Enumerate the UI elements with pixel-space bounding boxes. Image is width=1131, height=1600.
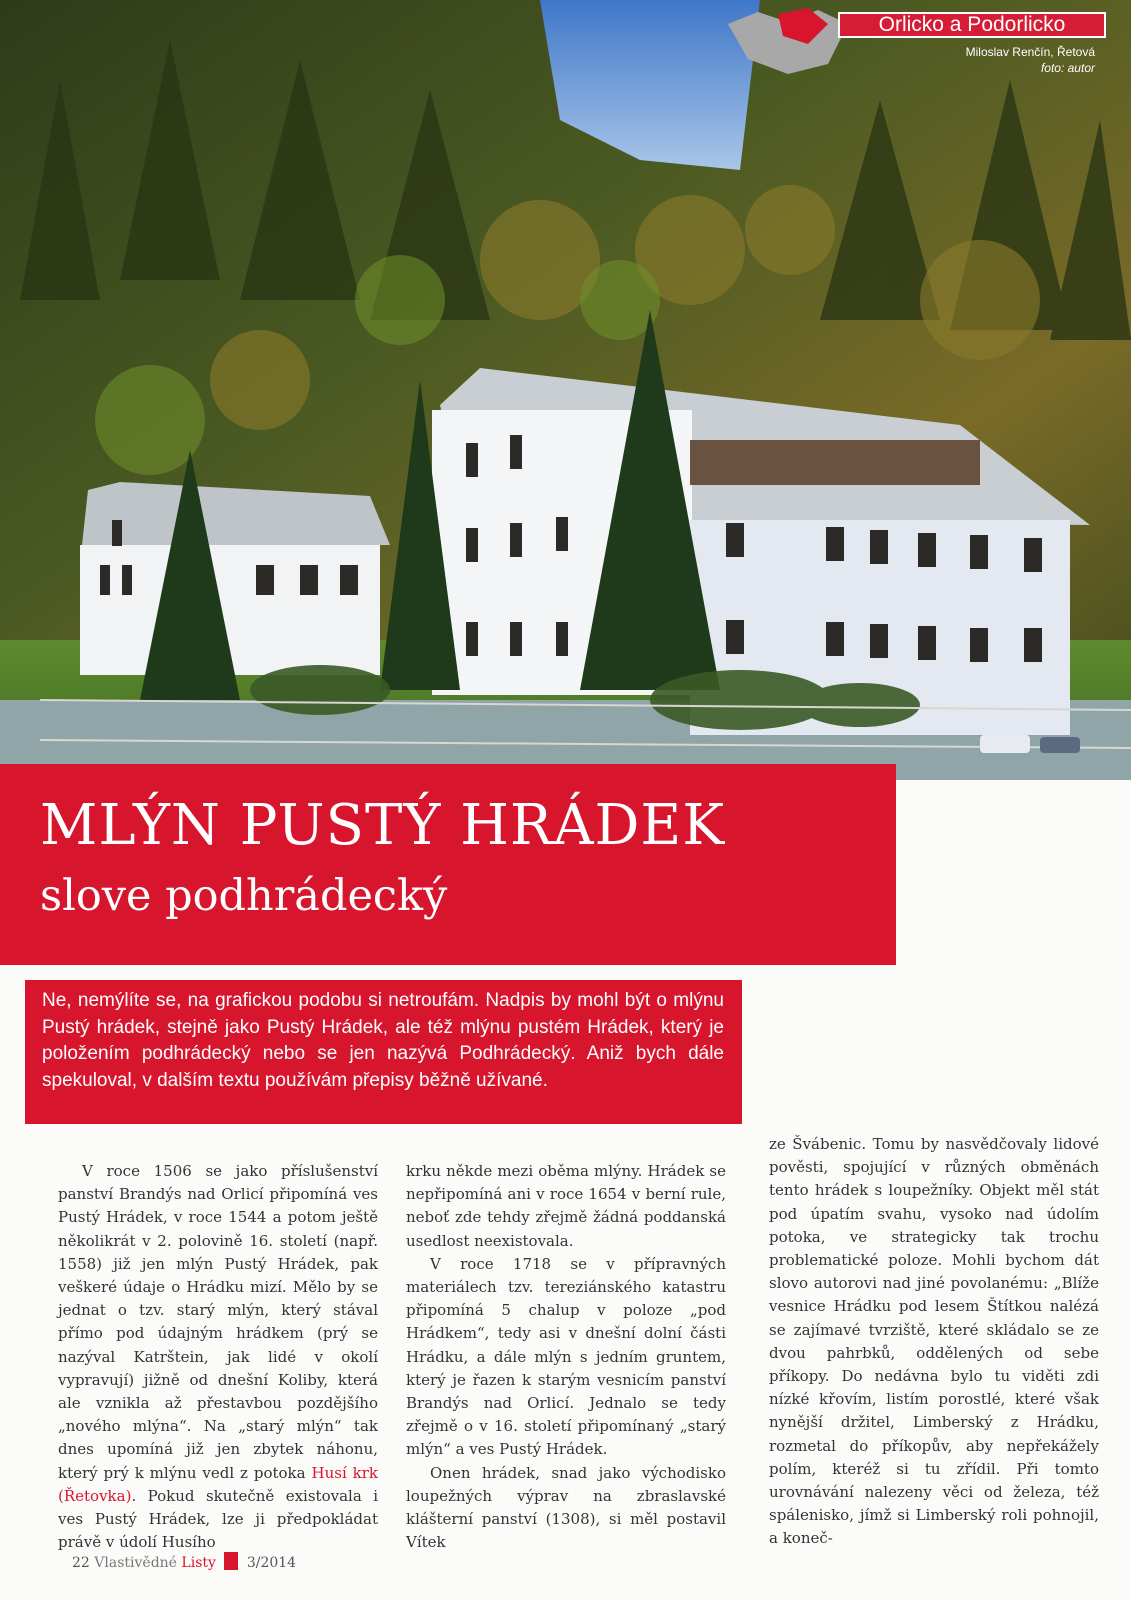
column-2	[406, 1160, 726, 1554]
paragraph: Onen hrádek, snad jako východisko loupežných výprav na zbraslavské klášterní panství (1308), si měl postavil Vítek	[406, 1463, 726, 1552]
author-name: Miloslav Renčín, Řetová	[965, 45, 1095, 59]
issue-number: 3/2014	[246, 1555, 297, 1571]
byline	[966, 44, 1095, 76]
column-3	[769, 1133, 1099, 1551]
photo-credit: foto: autor	[1040, 61, 1095, 75]
paragraph-text: . Pokud skutečně existovala i ves Pustý Hrádek, lze ji předpokládat právě v údolí Husího	[58, 1486, 378, 1552]
paragraph: V roce 1718 se v přípravných materiálech tzv. tereziánského katastru připomíná 5 chalup v poloze „pod Hrádkem“, tedy asi v dnešní dolní části Hrádku, a dále mlýn s jedním gruntem, který je řazen k starým vesnicím panství Brandýs nad Orlicí. Jednalo se tedy zřejmě o v 16. století připomínaný „starý mlýn“ a ves Pustý Hrádek.	[406, 1254, 726, 1459]
header-photo	[0, 0, 1131, 780]
page-number: 22	[72, 1555, 90, 1571]
paragraph: ze Švábenic. Tomu by nasvědčovaly lidové pověsti, spojující v různých obměnách tento hrádek s loupežníky. Objekt měl stát pod úpatím svahu, vysoko nad údolím potoka, ve strategicky tak trochu problematické poloze. Mohli bychom dát slovo autorovi nad jiné povolanému: „Blíže vesnice Hrádku pod lesem Štítkou nalézá se zajímavé tvrziště, které skládalo se ze dvou pahrbků, oddělených od sebe příkopy. Do nedávna bylo tu viděti zdi nízké křovím, listím porostlé, které však nynější držitel, Limberský z Hrádku, rozmetal do příkopův, aby nepřekážely polím, kteréž si tu zřídil. Při tomto urovnávání nalezeny věci od železa, též spálenisko, jímž si Limberský roli pohnojil, a koneč-	[769, 1135, 1099, 1548]
section-tag: Orlicko a Podorlicko	[838, 12, 1106, 38]
magazine-name: Vlastivědné	[94, 1555, 177, 1571]
magazine-name-accent: Listy	[181, 1555, 216, 1571]
article-title: MLÝN PUSTÝ HRÁDEK	[40, 793, 726, 858]
paragraph-text: V roce 1506 se jako příslušenství panství Brandýs nad Orlicí připomíná ves Pustý Hrádek, v roce 1544 a potom ještě několikrát v 2. polovině 16. století (např. 1558) již jen mlýn Pustý Hrádek, pak veškeré údaje o Hrádku mizí. Mělo by se jednat o tzv. starý mlýn, který stával přímo pod údajným hrádkem (prý se nazýval Katrštein, jak lidé v okolí vypravují) jižně od dnešní Koliby, která ale vznikla až přestavbou pozdějšího „nového mlýna“. Na „starý mlýn“ tak dnes upomíná již jen zbytek náhonu, který prý k mlýnu vedl z potoka	[58, 1162, 378, 1482]
column-1	[58, 1160, 378, 1554]
magazine-logo-icon	[224, 1552, 238, 1570]
place-name: Husí krk (Řetovka)	[58, 1463, 378, 1505]
paragraph	[58, 1160, 378, 1554]
title-banner	[0, 764, 896, 965]
paragraph: krku někde mezi oběma mlýny. Hrádek se nepřipomíná ani v roce 1654 v berní rule, neboť zde tehdy zřejmě žádná poddanská usedlost neexistovala.	[406, 1162, 726, 1250]
page-footer	[72, 1552, 296, 1571]
lead-paragraph: Ne, nemýlíte se, na grafickou podobu si netroufám. Nadpis by mohl být o mlýnu Pustý hrádek, stejně jako Pustý Hrádek, ale též mlýnu pustém Hrádek, který je položením podhrádecký nebo se jen nazývá Podhrádecký. Aniž bych dále spekuloval, v dalším textu používám přepisy běžně užívané.	[25, 980, 742, 1124]
article-subtitle: slove podhrádecký	[40, 871, 448, 921]
